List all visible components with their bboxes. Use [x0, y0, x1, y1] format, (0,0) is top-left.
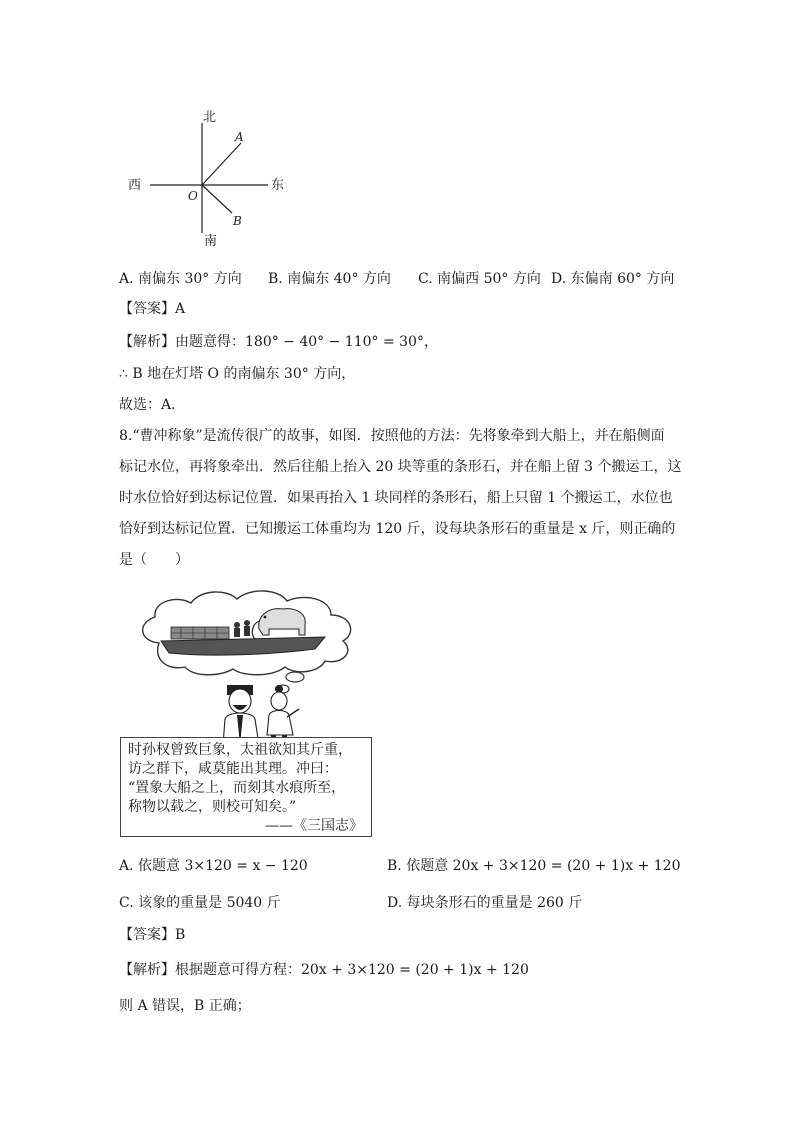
q8-analysis-line-1: 【解析】根据题意可得方程：20x + 3×120 = (20 + 1)x + 120 [119, 962, 529, 978]
q8-stem-line-5: 是（ ） [119, 552, 189, 568]
quote-line-1: 时孙权曾致巨象，太祖欲知其斤重， [128, 742, 352, 758]
west-label: 西 [128, 178, 142, 193]
q8-stem-line-1: 8.“曹冲称象”是流传很广的故事，如图．按照他的方法：先将象牵到大船上，并在船侧面 [119, 428, 665, 444]
child-figure [267, 685, 299, 743]
q8-option-b: B. 依题意 20x + 3×120 = (20 + 1)x + 120 [387, 858, 681, 874]
quote-line-2: 访之群下，咸莫能出其理。冲曰： [128, 761, 338, 777]
thought-bubble-small [286, 672, 304, 682]
q8-option-c: C. 该象的重量是 5040 斤 [119, 895, 281, 911]
quote-line-3: “置象大船之上，而刻其水痕所至， [128, 780, 346, 796]
cao-chong-illustration [119, 585, 379, 745]
q8-stem-line-2: 标记水位，再将象牵出．然后往船上抬入 20 块等重的条形石，并在船上留 3 个搬运工，这 [119, 459, 682, 475]
south-label: 南 [204, 234, 218, 249]
q7-option-d: D. 东偏南 60° 方向 [551, 271, 675, 287]
quote-line-4: 称物以载之，则校可知矣。” [128, 799, 297, 815]
quote-source: ——《三国志》 [265, 818, 363, 834]
east-label: 东 [271, 178, 285, 193]
compass-diagram [120, 105, 300, 255]
q7-analysis-line-3: 故选：A． [119, 397, 186, 413]
origin-label: O [188, 189, 198, 203]
q7-analysis-line-1: 【解析】由题意得：180° − 40° − 110° = 30°， [119, 334, 438, 350]
q8-answer: 【答案】B [119, 927, 186, 943]
q7-answer: 【答案】A [119, 301, 186, 317]
q8-stem-line-3: 时水位恰好到达标记位置．如果再抬入 1 块同样的条形石，船上只留 1 个搬运工，水位也 [119, 490, 673, 506]
sanguozhi-quote-box [120, 737, 372, 837]
q8-option-a: A. 依题意 3×120 = x − 120 [119, 858, 308, 874]
north-label: 北 [203, 110, 217, 125]
q8-stem-line-4: 恰好到达标记位置．已知搬运工体重均为 120 斤，设每块条形石的重量是 x 斤，则正确的 [119, 521, 676, 537]
ray-oa [202, 143, 241, 185]
point-a-label: A [235, 130, 244, 144]
q7-analysis-line-2: ∴ B 地在灯塔 O 的南偏东 30° 方向， [119, 366, 356, 382]
adult-figure [223, 685, 259, 745]
q8-analysis-line-2: 则 A 错误，B 正确； [119, 998, 251, 1014]
q7-option-b: B. 南偏东 40° 方向 [268, 271, 391, 287]
ray-ob [202, 185, 232, 213]
point-b-label: B [233, 214, 242, 228]
q7-option-c: C. 南偏西 50° 方向 [418, 271, 541, 287]
q7-option-a: A. 南偏东 30° 方向 [119, 271, 242, 287]
q8-option-d: D. 每块条形石的重量是 260 斤 [387, 895, 583, 911]
